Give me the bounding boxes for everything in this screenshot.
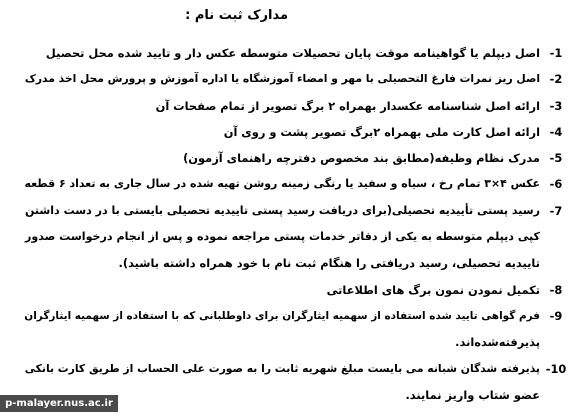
item-text-line: فرم گواهی تایید شده استفاده از سهمیه ایثارگران برای داوطلبانی که با استفاده از سهمیه ایثارگران — [24, 309, 540, 322]
item-text-line: عضو شتاب واریز نمایند. — [405, 387, 540, 402]
item-number: 6- — [549, 177, 563, 192]
item-number: 5- — [549, 151, 563, 166]
item-number: 9- — [549, 308, 563, 323]
item-text-line: عکس ۴×۳ تمام رخ ، سیاه و سفید یا رنگی زمینه روشن تهیه شده در سال جاری به تعداد ۶ قطعه — [24, 177, 540, 191]
item-text-line: اصل ریز نمرات فارغ التحصیلی با مهر و امضاء آموزشگاه یا اداره آموزش و پرورش محل اخذ مدرک — [24, 72, 540, 86]
item-text-line: ارائه اصل کارت ملی بهمراه ۲برگ تصویر پشت و روی آن — [223, 124, 540, 139]
item-text-line: تکمیل نمودن نمون برگ های اطلاعاتی — [326, 282, 540, 297]
item-number: 2- — [549, 72, 563, 87]
item-text-line: پذیرفته‌شده‌اند. — [455, 335, 540, 350]
item-number: 1- — [549, 46, 563, 60]
item-text-line: تاییدیه تحصیلی، رسید دریافتی را هنگام ثبت نام با خود همراه داشته باشید). — [118, 256, 540, 271]
list-item — [14, 93, 570, 119]
list-item — [14, 277, 570, 303]
item-text-line: اصل دیپلم یا گواهینامه موقت پایان تحصیلات متوسطه عکس دار و تایید شده محل تحصیل — [45, 46, 540, 60]
item-text-line: ارائه اصل شناسنامه عکسدار بهمراه ۲ برگ تصویر از تمام صفحات آن — [155, 98, 540, 113]
item-text-line: کپی دیپلم متوسطه به یکی از دفاتر خدمات پستی مراجعه نموده و پس از انجام درخواست صدور — [24, 230, 540, 244]
item-number: 10- — [545, 361, 567, 376]
item-number: 7- — [549, 203, 563, 218]
item-text-line: رسید پستی تأییدیه تحصیلی(برای دریافت رسید پستی تاییدیه تحصیلی بایستی با در دست داشتن — [24, 203, 540, 217]
item-number: 4- — [549, 124, 563, 139]
list-item — [14, 119, 570, 145]
list-item — [14, 145, 570, 171]
item-text-line: پذیرفته شدگان شبانه می بایست مبلغ شهریه ثابت را به صورت علی الحساب از طریق کارت بانکی — [24, 361, 540, 375]
list-item — [14, 198, 570, 277]
site-watermark: p-malayer.nus.ac.ir — [0, 395, 118, 412]
item-number: 3- — [549, 98, 563, 113]
item-number: 8- — [549, 282, 563, 297]
list-item — [14, 66, 570, 92]
list-item — [14, 40, 570, 66]
item-text-line: مدرک نظام وظیفه(مطابق بند مخصوص دفترچه راهنمای آزمون) — [183, 151, 540, 166]
page-title: مدارک ثبت نام : — [185, 8, 288, 23]
requirements-list — [14, 40, 570, 408]
list-item — [14, 303, 570, 356]
list-item — [14, 171, 570, 197]
